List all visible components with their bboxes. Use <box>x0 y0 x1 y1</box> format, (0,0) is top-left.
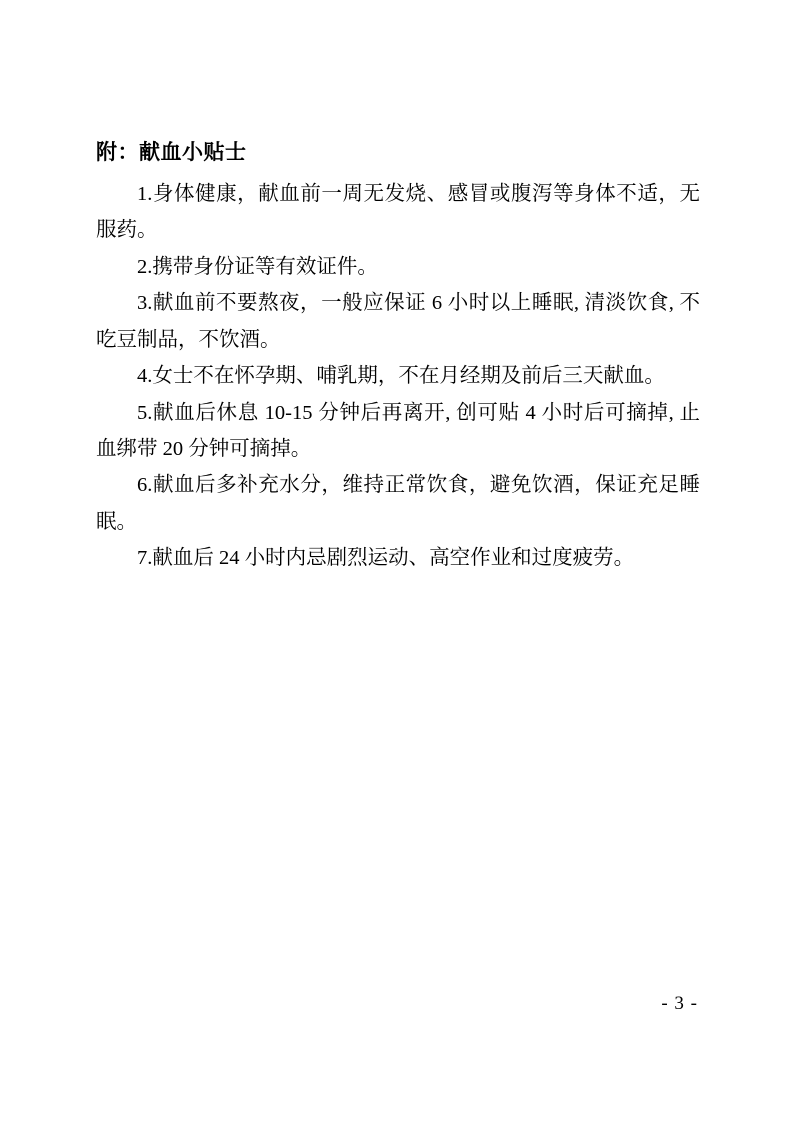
paragraph-6: 6.献血后多补充水分，维持正常饮食，避免饮酒，保证充足睡眠。 <box>96 474 700 533</box>
paragraph-7: 7.献血后 24 小时内忌剧烈运动、高空作业和过度疲劳。 <box>137 547 635 570</box>
paragraph-4: 4.女士不在怀孕期、哺乳期，不在月经期及前后三天献血。 <box>137 365 665 388</box>
paragraph-2: 2.携带身份证等有效证件。 <box>137 255 378 278</box>
paragraph-3: 3.献血前不要熬夜，一般应保证 6 小时以上睡眠, 清淡饮食, 不吃豆制品，不饮酒。 <box>96 292 700 351</box>
document-body <box>96 136 700 577</box>
paragraph-5: 5.献血后休息 10-15 分钟后再离开, 创可贴 4 小时后可摘掉, 止血绑带 20 分钟可摘掉。 <box>96 401 700 460</box>
paragraph-1: 1.身体健康，献血前一周无发烧、感冒或腹泻等身体不适，无服药。 <box>96 182 700 242</box>
page-number: - 3 - <box>661 993 698 1014</box>
page-title: 附：献血小贴士 <box>96 140 247 164</box>
